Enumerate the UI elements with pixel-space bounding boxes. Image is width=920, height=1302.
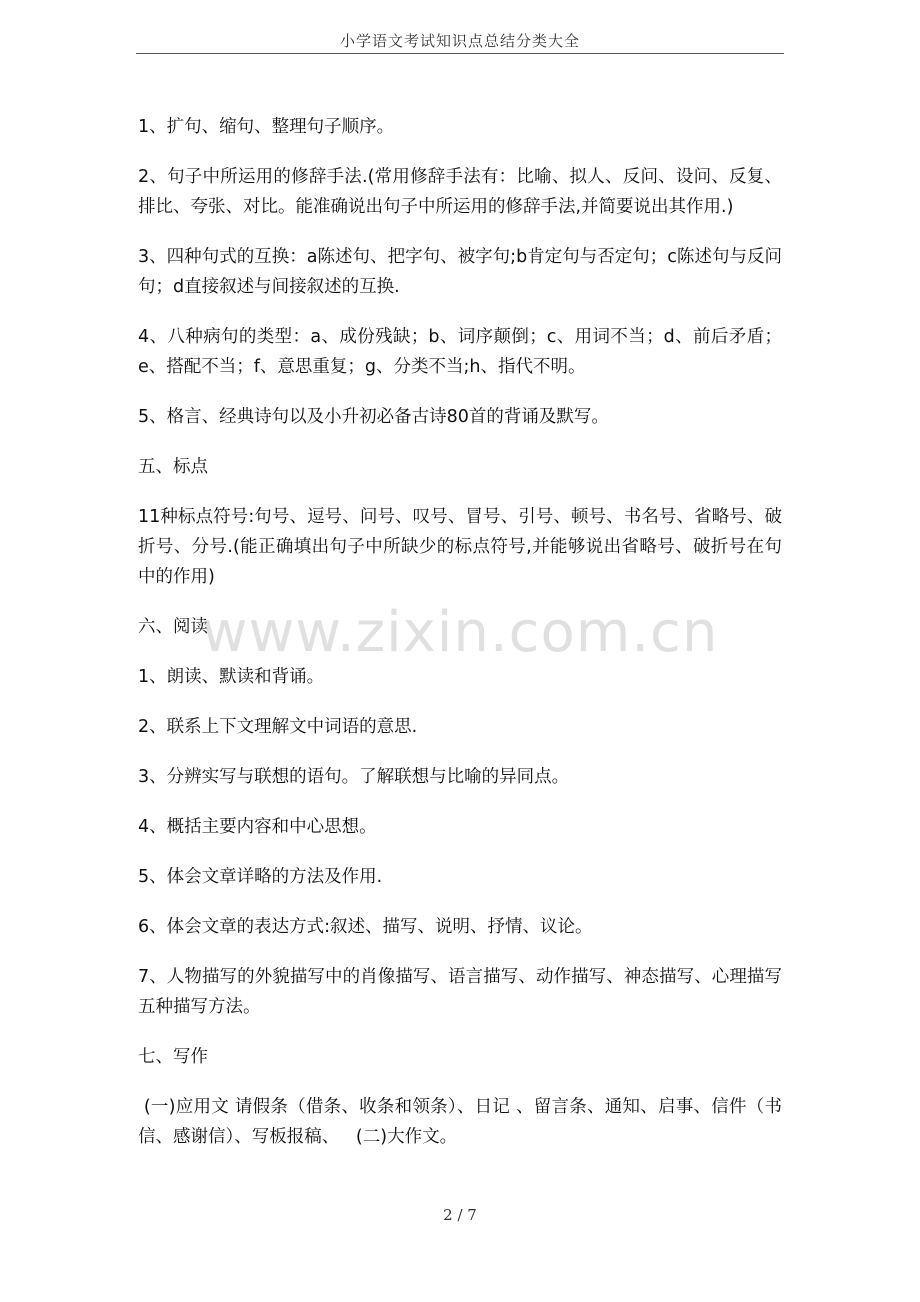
paragraph-writing-types: (一)应用文 请假条（借条、收条和领条）、日记 、留言条、通知、启事、信件（书信、感谢信）、写板报稿、 (二)大作文。	[138, 1097, 782, 1147]
paragraph-detail-methods: 5、体会文章详略的方法及作用.	[138, 867, 383, 887]
paragraph-faulty-sentences: 4、八种病句的类型：a、成份残缺；b、词序颠倒；c、用词不当；d、前后矛盾；e、搭配不当；f、意思重复；g、分类不当;h、指代不明。	[138, 327, 782, 377]
document-body	[138, 112, 782, 1172]
paragraph-word-meaning: 2、联系上下文理解文中词语的意思.	[138, 717, 418, 737]
paragraph-reading-aloud: 1、朗读、默读和背诵。	[138, 667, 325, 687]
header-divider	[136, 53, 784, 54]
paragraph-sentence-conversion: 3、四种句式的互换：a陈述句、把字句、被字句;b肯定句与否定句；c陈述句与反问句；d直接叙述与间接叙述的互换.	[138, 247, 782, 297]
page-header-title: 小学语文考试知识点总结分类大全	[339, 32, 580, 50]
paragraph-punctuation-marks: 11种标点符号:句号、逗号、问号、叹号、冒号、引号、顿号、书名号、省略号、破折号、分号.(能正确填出句子中所缺少的标点符号,并能够说出省略号、破折号在句中的作用)	[138, 507, 782, 587]
paragraph-character-description: 7、人物描写的外貌描写中的肖像描写、语言描写、动作描写、神态描写、心理描写五种描写方法。	[138, 967, 782, 1017]
page-number: 2 / 7	[443, 1206, 477, 1224]
section-heading-punctuation: 五、标点	[138, 457, 208, 477]
section-heading-writing: 七、写作	[138, 1047, 208, 1067]
section-heading-reading: 六、阅读	[138, 617, 208, 637]
paragraph-poetry-recitation: 5、格言、经典诗句以及小升初必备古诗80首的背诵及默写。	[138, 407, 609, 427]
watermark-text: www.zixin.com.cn	[201, 600, 719, 665]
paragraph-literal-vs-imaginative: 3、分辨实写与联想的语句。了解联想与比喻的异同点。	[138, 767, 570, 787]
paragraph-expression-modes: 6、体会文章的表达方式:叙述、描写、说明、抒情、议论。	[138, 917, 593, 937]
paragraph-rhetorical-devices: 2、句子中所运用的修辞手法.(常用修辞手法有：比喻、拟人、反问、设问、反复、排比、夸张、对比。能准确说出句子中所运用的修辞手法,并简要说出其作用.)	[138, 167, 782, 217]
paragraph-main-idea: 4、概括主要内容和中心思想。	[138, 817, 377, 837]
paragraph-sentence-editing: 1、扩句、缩句、整理句子顺序。	[138, 117, 395, 137]
